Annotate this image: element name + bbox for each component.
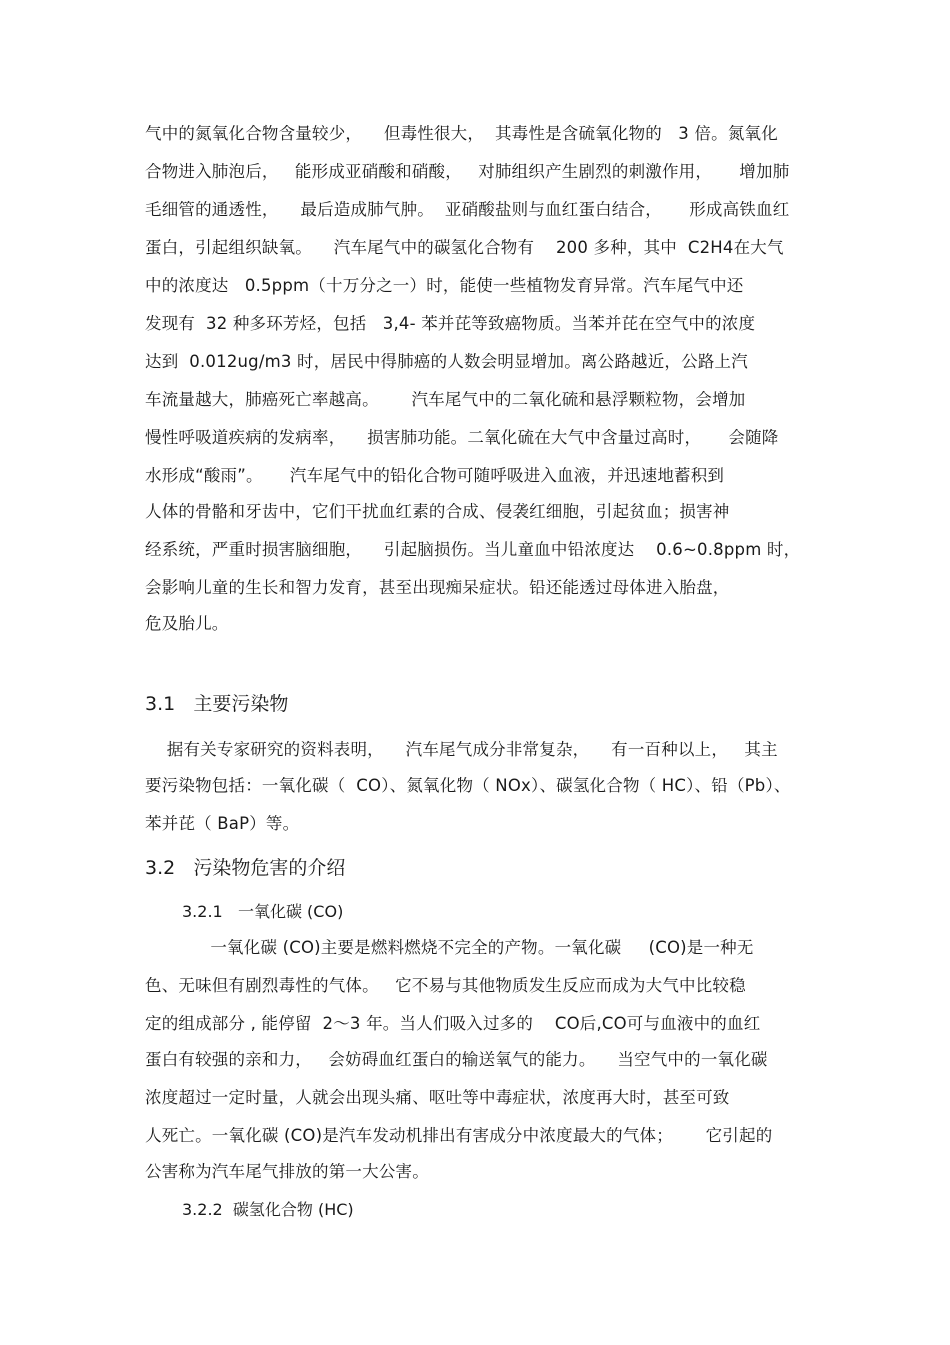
paragraph-line: 一氧化碳 (CO)主要是燃料燃烧不完全的产物。一氧化碳 (CO)是一种无 [145,938,754,957]
paragraph-line: 人体的骨骼和牙齿中，它们干扰血红素的合成、侵袭红细胞，引起贫血；损害神 [145,502,730,521]
paragraph-line: 据有关专家研究的资料表明， 汽车尾气成分非常复杂， 有一百种以上， 其主 [145,740,778,759]
paragraph-line: 人死亡。一氧化碳 (CO)是汽车发动机排出有害成分中浓度最大的气体； 它引起的 [145,1126,773,1145]
paragraph-line: 公害称为汽车尾气排放的第一大公害。 [145,1162,429,1181]
paragraph-line: 毛细管的通透性， 最后造成肺气肿。 亚硝酸盐则与血红蛋白结合， 形成高铁血红 [145,200,790,219]
paragraph-line: 中的浓度达 0.5ppm（十万分之一）时，能使一些植物发育异常。汽车尾气中还 [145,276,744,295]
paragraph-line: 达到 0.012ug/m3 时，居民中得肺癌的人数会明显增加。离公路越近，公路上汽 [145,352,748,371]
section-heading-3-2: 3.2 污染物危害的介绍 [145,857,346,879]
paragraph-line: 发现有 32 种多环芳烃，包括 3,4- 苯并芘等致癌物质。当苯并芘在空气中的浓度 [145,314,756,333]
paragraph-line: 浓度超过一定时量，人就会出现头痛、呕吐等中毒症状，浓度再大时，甚至可致 [145,1088,730,1107]
paragraph-line: 车流量越大，肺癌死亡率越高。 汽车尾气中的二氧化硫和悬浮颗粒物，会增加 [145,390,746,409]
paragraph-line: 蛋白，引起组织缺氧。 汽车尾气中的碳氢化合物有 200 多种，其中 C2H4在大气 [145,238,784,257]
subsection-heading-3-2-2: 3.2.2 碳氢化合物 (HC) [182,1200,354,1219]
paragraph-line: 水形成“酸雨”。 汽车尾气中的铅化合物可随呼吸进入血液，并迅速地蓄积到 [145,466,725,485]
subsection-heading-3-2-1: 3.2.1 一氧化碳 (CO) [182,902,344,921]
paragraph-line: 苯并芘（ BaP）等。 [145,814,300,833]
paragraph-line: 气中的氮氧化合物含量较少， 但毒性很大， 其毒性是含硫氧化物的 3 倍。氮氧化 [145,124,778,143]
paragraph-line: 经系统，严重时损害脑细胞， 引起脑损伤。当儿童血中铅浓度达 0.6~0.8ppm 时， [145,540,801,559]
paragraph-line: 色、无味但有剧烈毒性的气体。 它不易与其他物质发生反应而成为大气中比较稳 [145,976,746,995]
paragraph-line: 蛋白有较强的亲和力， 会妨碍血红蛋白的输送氧气的能力。 当空气中的一氧化碳 [145,1050,768,1069]
section-heading-3-1: 3.1 主要污染物 [145,693,289,715]
paragraph-line: 要污染物包括：一氧化碳（ CO）、氮氧化物（ NOx）、碳氢化合物（ HC）、铅（Pb）、 [145,776,791,795]
paragraph-line: 危及胎儿。 [145,614,229,633]
paragraph-line: 合物进入肺泡后， 能形成亚硝酸和硝酸， 对肺组织产生剧烈的刺激作用， 增加肺 [145,162,790,181]
paragraph-line: 慢性呼吸道疾病的发病率， 损害肺功能。二氧化硫在大气中含量过高时， 会随降 [145,428,779,447]
paragraph-line: 定的组成部分 , 能停留 2～3 年。当人们吸入过多的 CO后,CO可与血液中的血红 [145,1014,761,1033]
paragraph-line: 会影响儿童的生长和智力发育，甚至出现痴呆症状。铅还能透过母体进入胎盘， [145,578,730,597]
